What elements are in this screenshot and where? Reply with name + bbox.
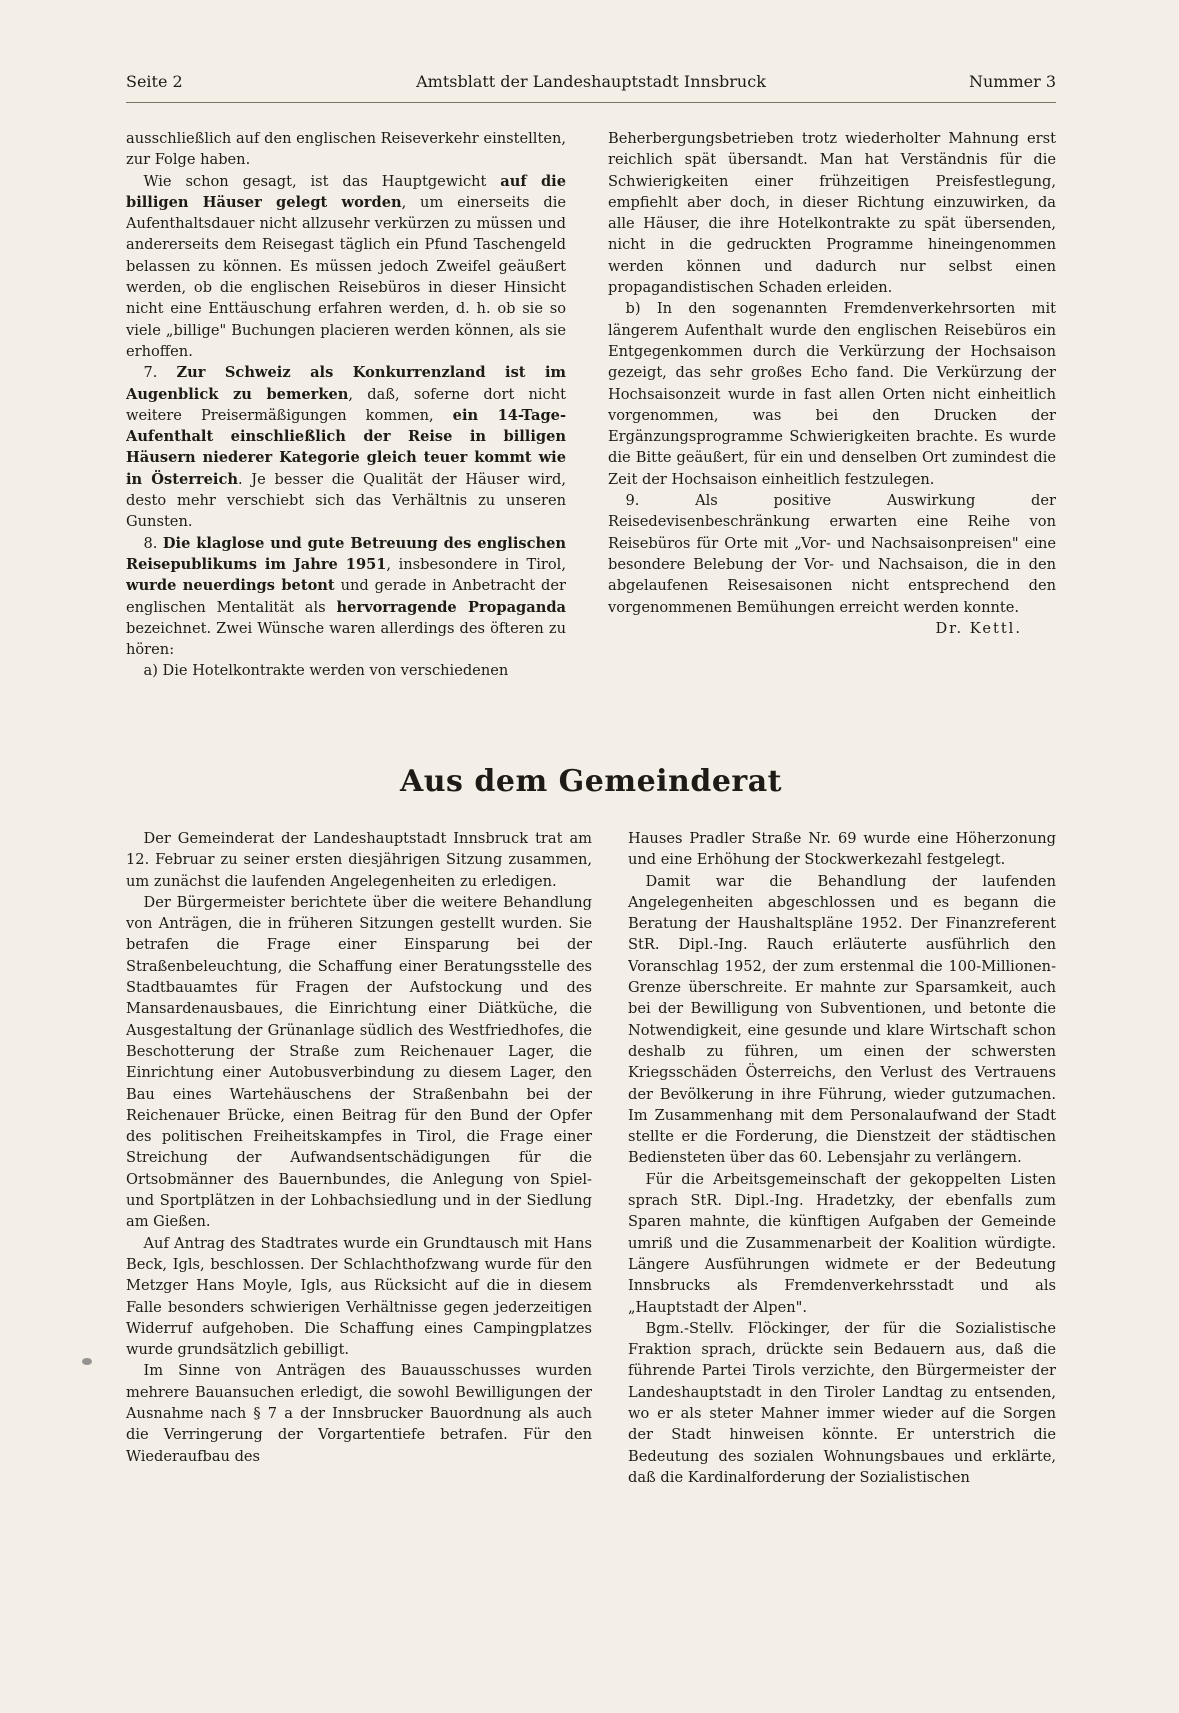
paragraph: Auf Antrag des Stadtrates wurde ein Grundtausch mit Hans Beck, Igls, beschlossen. Der Schlachthofzwang wurde für den Metzger Hans Moyle, Igls, aus Rücksicht auf die in diesem Falle besonders schwierigen Verhältnisse gegen jederzeitigen Widerruf aufgehoben. Die Schaffung eines Campingplatzes wurde grundsätzlich gebilligt.	[126, 1234, 592, 1359]
paragraph: 8. Die klaglose und gute Betreuung des englischen Reisepublikums im Jahre 1951, insbesondere in Tirol, wurde neuerdings betont und gerade in Anbetracht der englischen Mentalität als hervorragende Propaganda bezeichnet. Zwei Wünsche waren allerdings des öfteren zu hören:	[126, 534, 566, 659]
emphasis: hervorragende Propaganda	[336, 598, 566, 616]
emphasis: auf die billigen Häuser gelegt worden	[126, 172, 566, 211]
paragraph: Hauses Pradler Straße Nr. 69 wurde eine Höherzonung und eine Erhöhung der Stockwerkezahl festgelegt.	[628, 830, 1056, 869]
paragraph: Im Sinne von Anträgen des Bauausschusses wurden mehrere Bauansuchen erledigt, die sowohl Bewilligungen der Ausnahme nach § 7 a der Innsbrucker Bauordnung als auch die Verringerung der Vorgartentiefe betrafen. Für den Wiederaufbau des	[126, 1362, 592, 1465]
article-column-top-right	[608, 128, 1056, 728]
page-header	[126, 70, 1056, 94]
paragraph: Für die Arbeitsgemeinschaft der gekoppelten Listen sprach StR. Dipl.-Ing. Hradetzky, der ebenfalls zum Sparen mahnte, die künftigen Aufgaben der Gemeinde umriß und die Zusammenarbeit der Koalition würdigte. Längere Ausführungen widmete er der Bedeutung Innsbrucks als Fremdenverkehrsstadt und als „Hauptstadt der Alpen".	[628, 1170, 1056, 1316]
section-heading: Aus dem Gemeinderat	[399, 764, 783, 799]
article-column-bottom-left	[126, 828, 592, 1678]
article-column-bottom-right	[628, 828, 1056, 1678]
author-signature: Dr. Kettl.	[935, 619, 1022, 637]
emphasis: Die klaglose und gute Betreuung des englischen Reisepublikums im Jahre 1951	[126, 534, 566, 573]
paragraph: Beherbergungsbetrieben trotz wiederholter Mahnung erst reichlich spät übersandt. Man hat Verständnis für die Schwierigkeiten einer frühzeitigen Preisfestlegung, empfiehlt aber doch, in dieser Richtung einzuwirken, da alle Häuser, die ihre Hotelkontrakte zu spät übersenden, nicht in die gedruckten Programme hineingenommen werden können und dadurch nur selbst einen propagandistischen Schaden erleiden.	[608, 130, 1056, 297]
emphasis: Zur Schweiz als Konkurrenzland ist im Augenblick zu bemerken	[126, 364, 566, 403]
issue-number: Nummer 3	[968, 72, 1056, 91]
paragraph: Damit war die Behandlung der laufenden Angelegenheiten abgeschlossen und es begann die Beratung der Haushaltspläne 1952. Der Finanzreferent StR. Dipl.-Ing. Rauch erläuterte ausführlich den Voranschlag 1952, der zum erstenmal die 100-Millionen-Grenze überschreite. Er mahnte zur Sparsamkeit, auch bei der Bewilligung von Subventionen, und betonte die Notwendigkeit, eine gesunde und klare Wirtschaft schon deshalb zu führen, um einen der schwersten Kriegsschäden Österreichs, den Verlust des Vertrauens der Bevölkerung in ihre Führung, wieder gutzumachen. Im Zusammenhang mit dem Personalaufwand der Stadt stellte er die Forderung, die Dienstzeit der städtischen Bediensteten über das 60. Lebensjahr zu verlängern.	[628, 872, 1056, 1167]
paragraph: a) Die Hotelkontrakte werden von verschiedenen	[143, 662, 509, 680]
paragraph: Wie schon gesagt, ist das Hauptgewicht auf die billigen Häuser gelegt worden, um einerseits die Aufenthaltsdauer nicht allzusehr verkürzen zu müssen und andererseits dem Reisegast täglich ein Pfund Taschengeld belassen zu können. Es müssen jedoch Zweifel geäußert werden, ob die englischen Reisebüros in dieser Hinsicht nicht eine Enttäuschung erfahren werden, d. h. ob sie so viele „billige" Buchungen placieren werden können, als sie erhoffen.	[126, 172, 566, 360]
paragraph: b) In den sogenannten Fremdenverkehrsorten mit längerem Aufenthalt wurde den englischen Reisebüros ein Entgegenkommen durch die Verkürzung der Hochsaison gezeigt, das sehr großes Echo fand. Die Verkürzung der Hochsaisonzeit wurde in fast allen Orten nicht einheitlich vorgenommen, was bei den Drucken der Ergänzungsprogramme Schwierigkeiten brachte. Es wurde die Bitte geäußert, für ein und denselben Ort zumindest die Zeit der Hochsaison einheitlich festzulegen.	[608, 300, 1056, 488]
page-number: Seite 2	[126, 72, 183, 91]
paragraph: 7. Zur Schweiz als Konkurrenzland ist im Augenblick zu bemerken, daß, soferne dort nicht weitere Preisermäßigungen kommen, ein 14-Tage-Aufenthalt einschließlich der Reise in billigen Häusern niederer Kategorie gleich teuer kommt wie in Österreich. Je besser die Qualität der Häuser wird, desto mehr verschiebt sich das Verhältnis zu unseren Gunsten.	[126, 364, 566, 531]
emphasis: wurde neuerdings betont	[126, 577, 335, 595]
emphasis: ein 14-Tage-Aufenthalt einschließlich der Reise in billigen Häusern niederer Kategorie gleich teuer kommt wie in Österreich	[126, 406, 566, 488]
paragraph: Der Gemeinderat der Landeshauptstadt Innsbruck trat am 12. Februar zu seiner ersten diesjährigen Sitzung zusammen, um zunächst die laufenden Angelegenheiten zu erledigen.	[126, 830, 592, 890]
ink-smudge	[82, 1358, 92, 1365]
article-column-top-left	[126, 128, 566, 700]
publication-title: Amtsblatt der Landeshauptstadt Innsbruck	[416, 72, 766, 91]
paragraph: Der Bürgermeister berichtete über die weitere Behandlung von Anträgen, die in früheren Sitzungen gestellt wurden. Sie betrafen die Frage einer Einsparung bei der Straßenbeleuchtung, die Schaffung einer Beratungsstelle des Stadtbauamtes für Fragen der Aufstockung und des Mansardenausbaues, die Einrichtung einer Diätküche, die Ausgestaltung der Grünanlage südlich des Westfriedhofes, die Beschotterung der Straße zum Reichenauer Lager, die Einrichtung einer Autobusverbindung zu diesem Lager, den Bau eines Wartehäuschens der Straßenbahn bei der Reichenauer Brücke, einen Beitrag für den Bund der Opfer des politischen Freiheitskampfes in Tirol, die Frage einer Streichung der Aufwandsentschädigungen für die Ortsobmänner des Bauernbundes, die Anlegung von Spiel- und Sportplätzen in der Lohbachsiedlung und in der Siedlung am Gießen.	[126, 893, 592, 1231]
paragraph: 9. Als positive Auswirkung der Reisedevisenbeschränkung erwarten eine Reihe von Reisebüros für Orte mit „Vor- und Nachsaisonpreisen" eine besondere Belebung der Vor- und Nachsaison, die in den abgelaufenen Reisesaisonen nicht entsprechend den vorgenommenen Bemühungen erreicht werden konnte.	[608, 492, 1056, 616]
paragraph: Bgm.-Stellv. Flöckinger, der für die Sozialistische Fraktion sprach, drückte sein Bedauern aus, daß die führende Partei Tirols verzichte, den Bürgermeister der Landeshauptstadt in den Tiroler Landtag zu entsenden, wo er als steter Mahner immer wieder auf die Sorgen der Stadt hinweisen könnte. Er unterstrich die Bedeutung des sozialen Wohnungsbaues und erklärte, daß die Kardinalforderung der Sozialistischen	[628, 1319, 1056, 1486]
paragraph: ausschließlich auf den englischen Reiseverkehr einstellten, zur Folge haben.	[126, 130, 566, 169]
header-rule	[126, 102, 1056, 103]
